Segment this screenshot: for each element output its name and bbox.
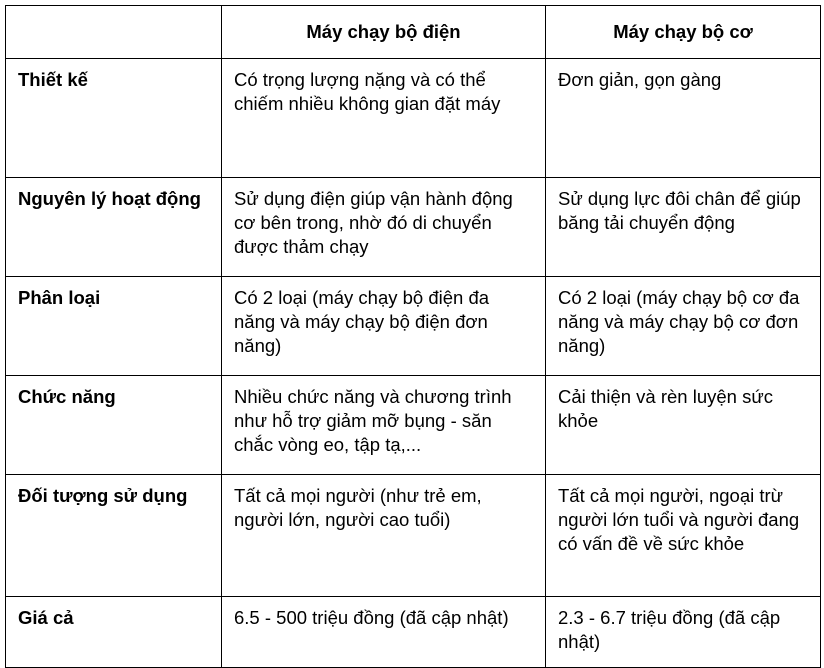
header-corner-cell: [6, 6, 222, 59]
cell-manual-design: Đơn giản, gọn gàng: [546, 59, 821, 178]
cell-manual-function: Cải thiện và rèn luyện sức khỏe: [546, 376, 821, 475]
table-row-principle: [6, 178, 821, 277]
cell-electric-function: Nhiều chức năng và chương trình như hỗ trợ giảm mỡ bụng - săn chắc vòng eo, tập tạ,...: [222, 376, 546, 475]
comparison-table: [5, 5, 821, 668]
header-manual-treadmill: Máy chạy bộ cơ: [546, 6, 821, 59]
cell-manual-price: 2.3 - 6.7 triệu đồng (đã cập nhật): [546, 597, 821, 668]
cell-manual-classification: Có 2 loại (máy chạy bộ cơ đa năng và máy chạy bộ cơ đơn năng): [546, 277, 821, 376]
cell-electric-classification: Có 2 loại (máy chạy bộ điện đa năng và máy chạy bộ điện đơn năng): [222, 277, 546, 376]
table-row-design: [6, 59, 821, 178]
row-label-design: Thiết kế: [6, 59, 222, 178]
cell-manual-target-users: Tất cả mọi người, ngoại trừ người lớn tuổi và người đang có vấn đề về sức khỏe: [546, 475, 821, 597]
table-row-price: [6, 597, 821, 668]
cell-electric-price: 6.5 - 500 triệu đồng (đã cập nhật): [222, 597, 546, 668]
header-electric-treadmill: Máy chạy bộ điện: [222, 6, 546, 59]
table-row-function: [6, 376, 821, 475]
cell-electric-design: Có trọng lượng nặng và có thể chiếm nhiều không gian đặt máy: [222, 59, 546, 178]
table-row-target-users: [6, 475, 821, 597]
table-row-classification: [6, 277, 821, 376]
row-label-target-users: Đối tượng sử dụng: [6, 475, 222, 597]
header-row: [6, 6, 821, 59]
row-label-principle: Nguyên lý hoạt động: [6, 178, 222, 277]
row-label-price: Giá cả: [6, 597, 222, 668]
row-label-function: Chức năng: [6, 376, 222, 475]
cell-electric-target-users: Tất cả mọi người (như trẻ em, người lớn, người cao tuổi): [222, 475, 546, 597]
cell-electric-principle: Sử dụng điện giúp vận hành động cơ bên trong, nhờ đó di chuyển được thảm chạy: [222, 178, 546, 277]
row-label-classification: Phân loại: [6, 277, 222, 376]
cell-manual-principle: Sử dụng lực đôi chân để giúp băng tải chuyển động: [546, 178, 821, 277]
